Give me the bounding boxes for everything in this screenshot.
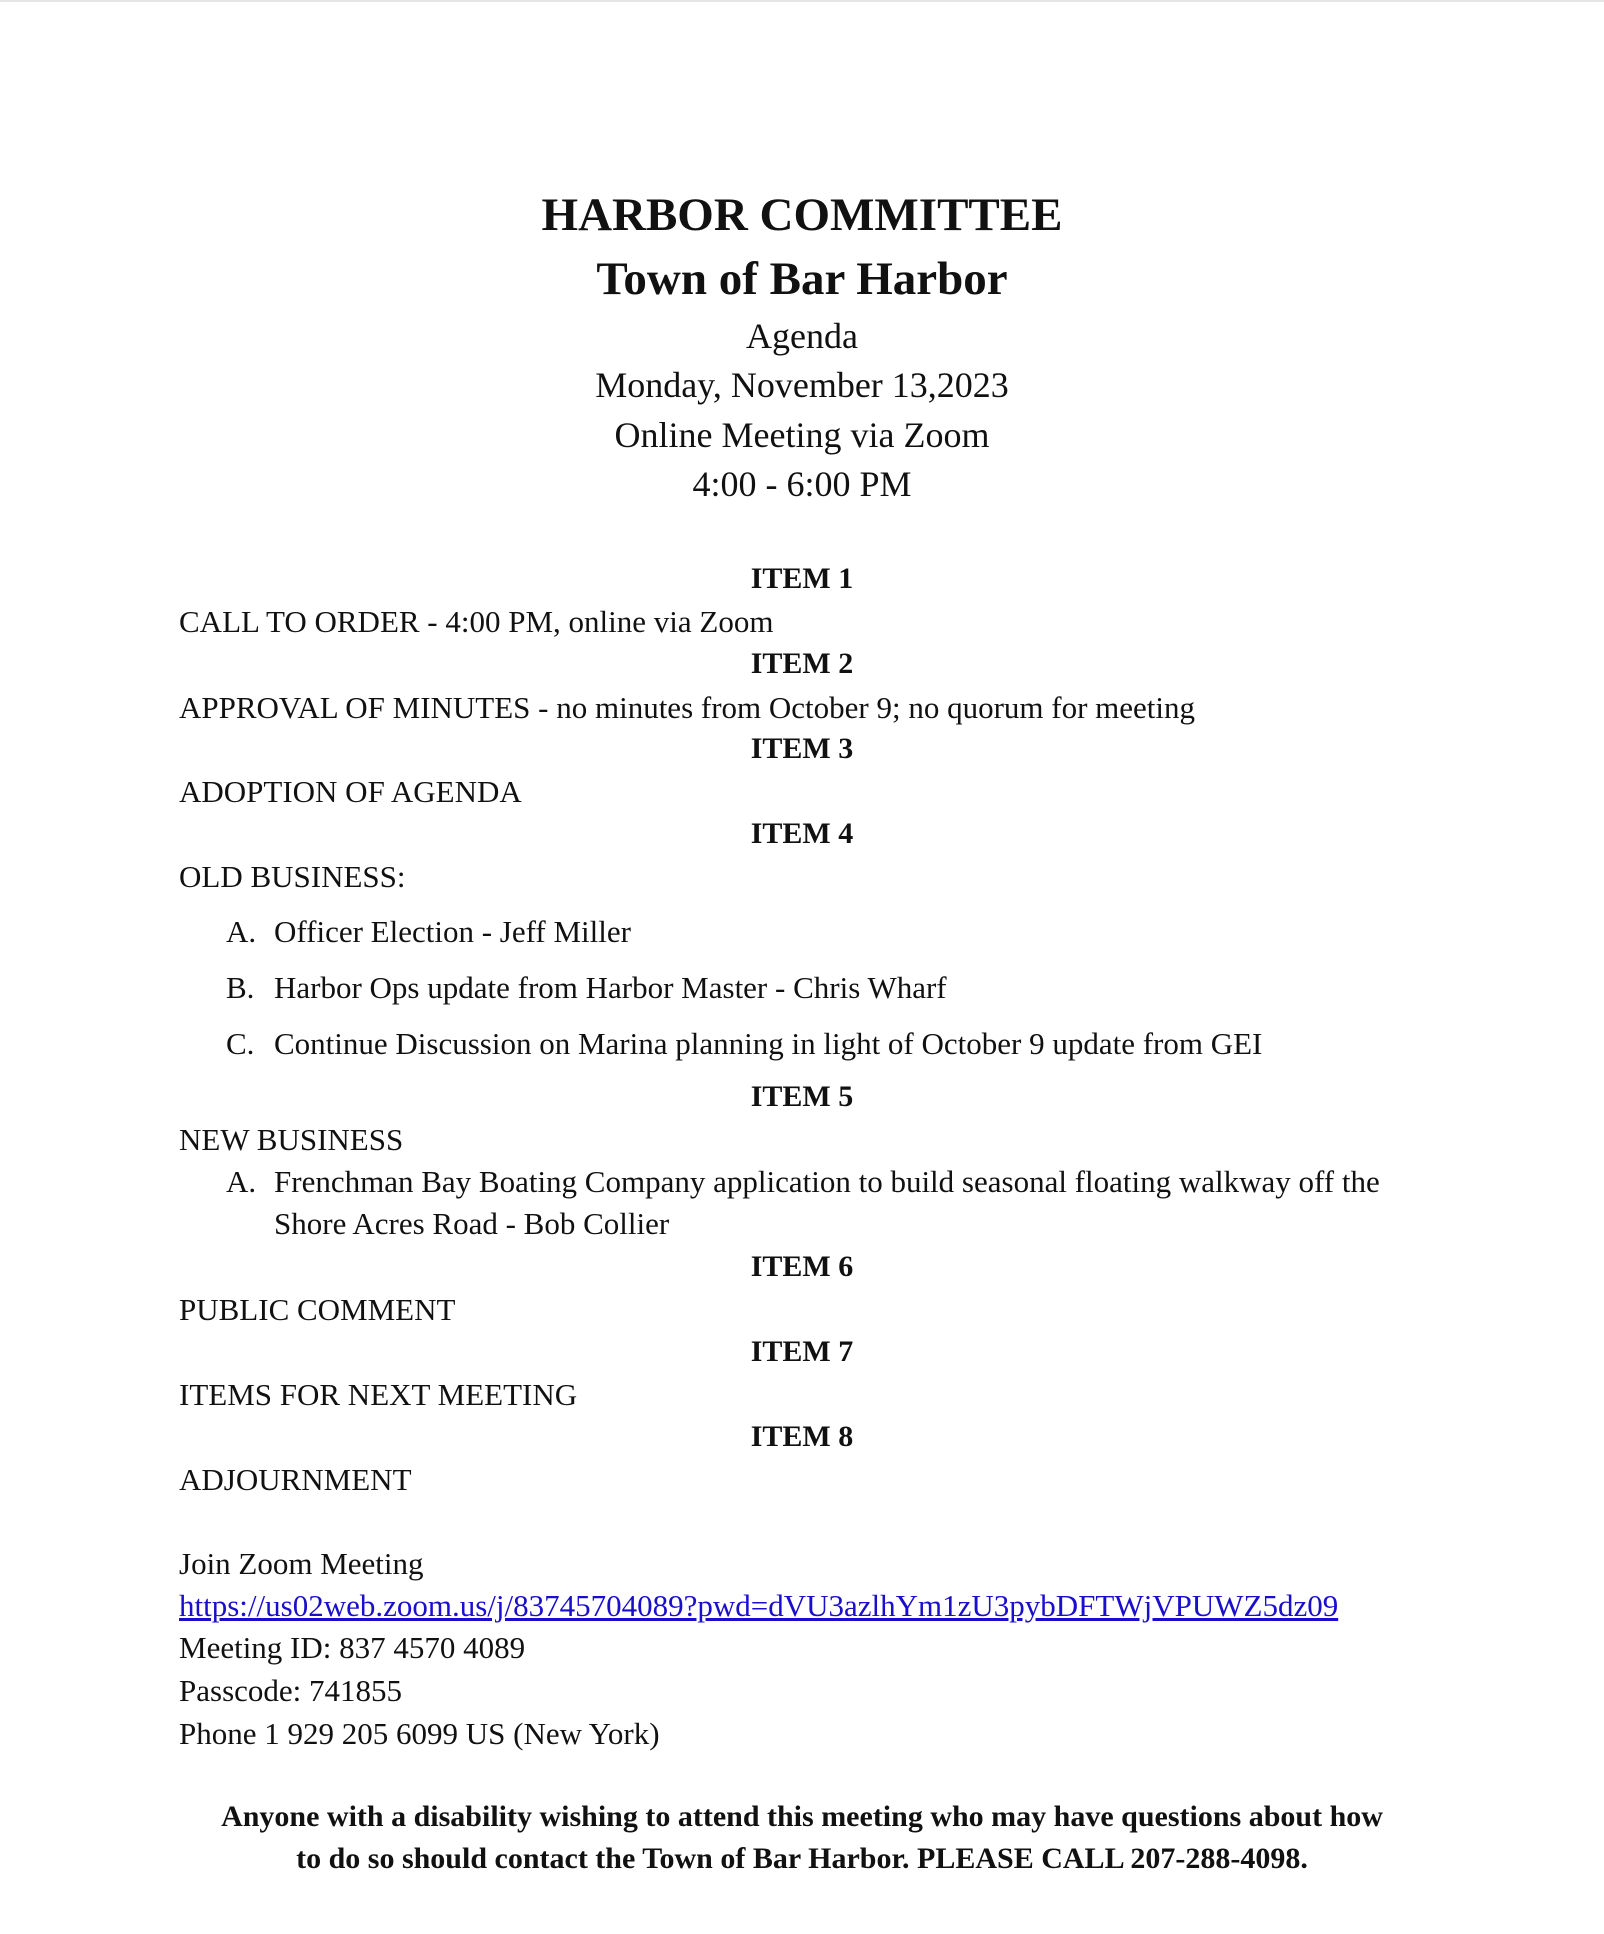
town-title: Town of Bar Harbor	[596, 253, 1008, 305]
item-text: ITEMS FOR NEXT MEETING	[179, 1377, 578, 1412]
item-text: APPROVAL OF MINUTES - no minutes from October 9; no quorum for meeting	[179, 690, 1196, 725]
item-heading: ITEM 8	[750, 1420, 854, 1453]
item-heading: ITEM 7	[750, 1335, 854, 1368]
list-item	[226, 1162, 1380, 1202]
item-heading: ITEM 1	[750, 562, 854, 595]
meeting-location: Online Meeting via Zoom	[614, 415, 990, 455]
item-heading: ITEM 5	[750, 1080, 854, 1113]
meeting-time: 4:00 - 6:00 PM	[692, 464, 912, 504]
list-item	[226, 912, 631, 952]
list-item-continuation: Shore Acres Road - Bob Collier	[274, 1206, 670, 1241]
list-item-text: Frenchman Bay Boating Company application to build seasonal floating walkway off the	[274, 1164, 1380, 1199]
item-text: NEW BUSINESS	[179, 1122, 404, 1157]
item-heading: ITEM 4	[750, 817, 854, 850]
accessibility-notice-line-1: Anyone with a disability wishing to attend this meeting who may have questions about how	[221, 1800, 1383, 1833]
meeting-date: Monday, November 13,2023	[595, 365, 1009, 405]
item-text: OLD BUSINESS:	[179, 859, 406, 894]
list-letter: A.	[226, 914, 257, 949]
item-heading: ITEM 6	[750, 1250, 854, 1283]
document-type: Agenda	[746, 316, 858, 356]
list-letter: C.	[226, 1026, 255, 1061]
list-item	[226, 968, 947, 1008]
list-item-text: Officer Election - Jeff Miller	[274, 914, 631, 949]
accessibility-notice-line-2: to do so should contact the Town of Bar Harbor. PLEASE CALL 207-288-4098.	[296, 1842, 1308, 1875]
zoom-meeting-id: Meeting ID: 837 4570 4089	[179, 1630, 526, 1665]
zoom-phone: Phone 1 929 205 6099 US (New York)	[179, 1716, 660, 1751]
list-letter: B.	[226, 970, 255, 1005]
item-text: ADJOURNMENT	[179, 1462, 412, 1497]
item-heading: ITEM 2	[750, 647, 854, 680]
zoom-join-label: Join Zoom Meeting	[179, 1546, 424, 1581]
committee-title: HARBOR COMMITTEE	[541, 189, 1063, 241]
list-item	[226, 1024, 1262, 1064]
item-text: CALL TO ORDER - 4:00 PM, online via Zoom	[179, 604, 774, 639]
item-heading: ITEM 3	[750, 732, 854, 765]
list-item-text: Continue Discussion on Marina planning in light of October 9 update from GEI	[274, 1026, 1263, 1061]
item-text: PUBLIC COMMENT	[179, 1292, 456, 1327]
list-item-text: Harbor Ops update from Harbor Master - Chris Wharf	[274, 970, 947, 1005]
zoom-passcode: Passcode: 741855	[179, 1673, 403, 1708]
item-text: ADOPTION OF AGENDA	[179, 774, 522, 809]
zoom-meeting-link[interactable]: https://us02web.zoom.us/j/83745704089?pwd=dVU3azlhYm1zU3pybDFTWjVPUWZ5dz09	[179, 1588, 1339, 1623]
list-letter: A.	[226, 1164, 257, 1199]
